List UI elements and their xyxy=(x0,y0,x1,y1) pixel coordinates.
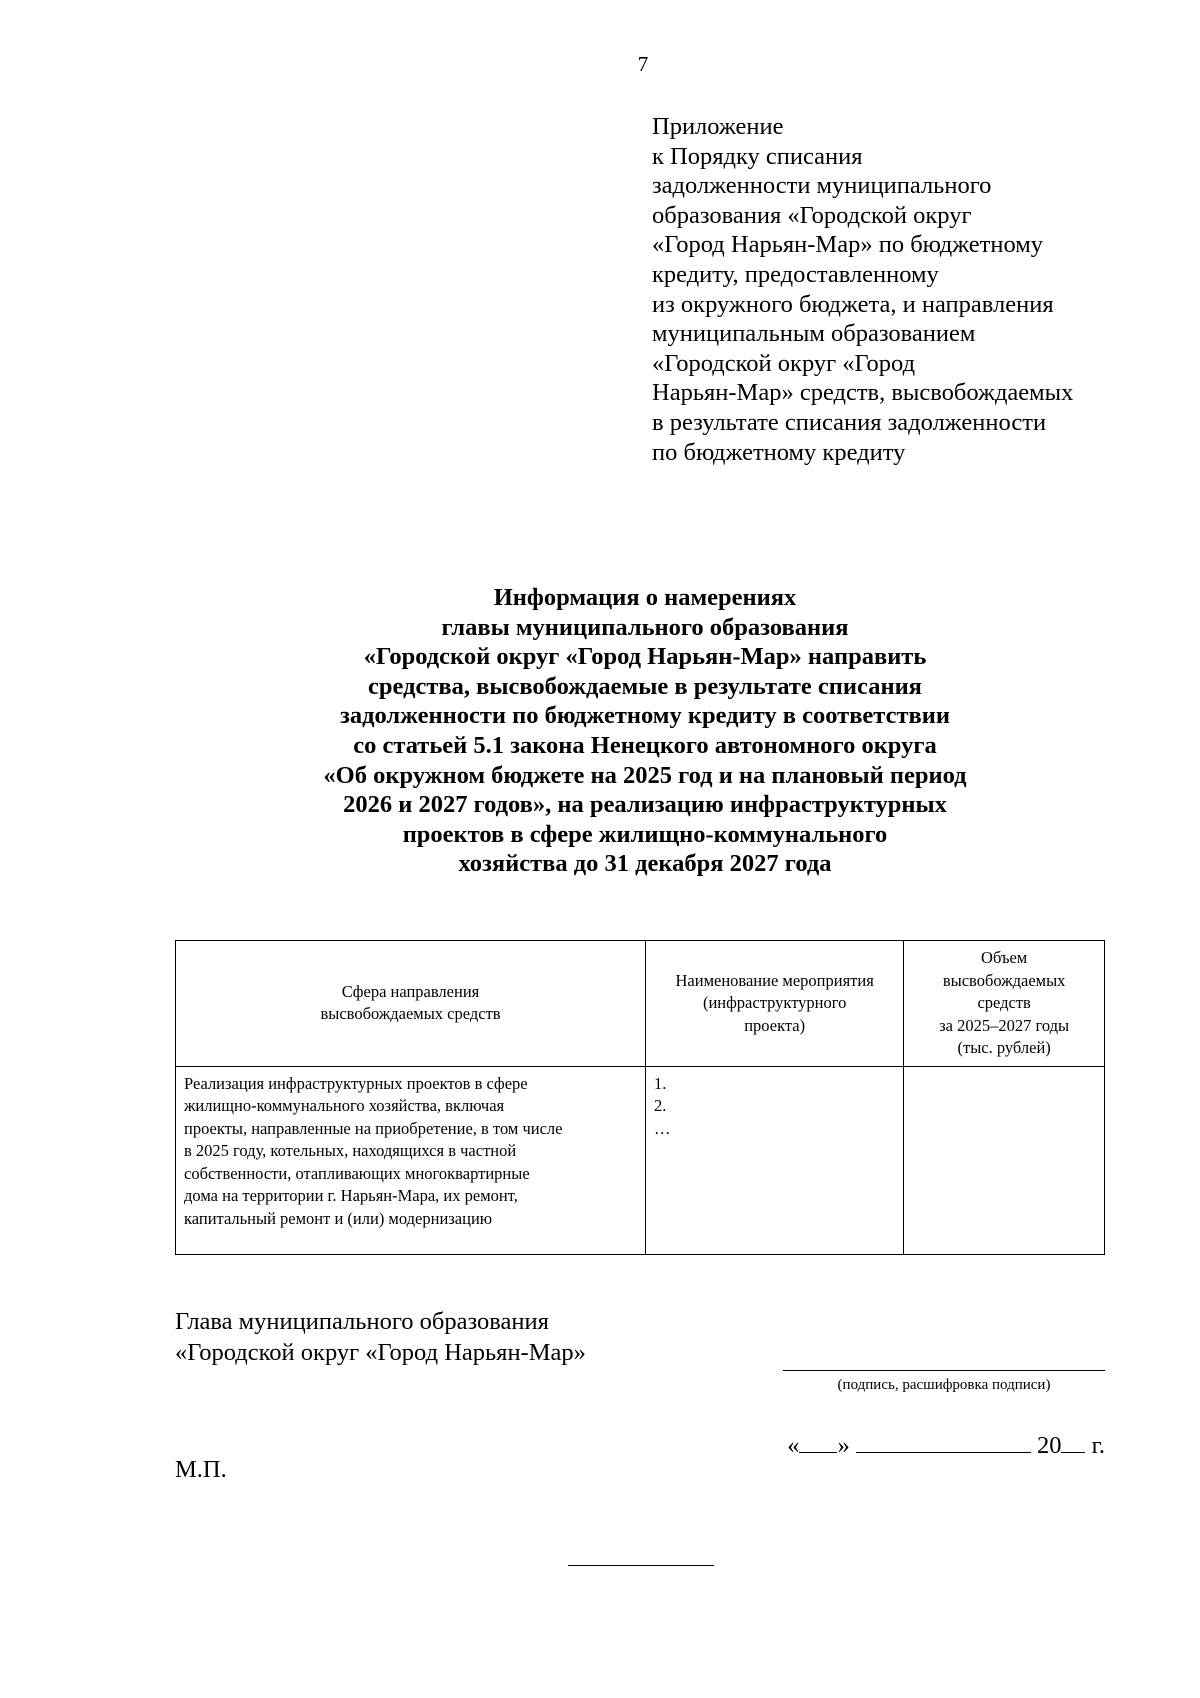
header-sphere xyxy=(176,941,646,1067)
info-table xyxy=(175,940,1105,1255)
appendix-line: по бюджетному кредиту xyxy=(652,438,906,466)
appendix-line: образования «Городской округ xyxy=(652,201,972,229)
date-open-quote: « xyxy=(787,1432,800,1459)
title-line: главы муниципального образования xyxy=(441,613,849,641)
cell-sphere-line: капитальный ремонт и (или) модернизацию xyxy=(184,1208,493,1228)
cell-name-item: 1. xyxy=(654,1073,667,1093)
signature-position xyxy=(175,1306,586,1368)
title-line: со статьей 5.1 закона Ненецкого автономного округа xyxy=(353,731,937,759)
document-title xyxy=(175,583,1115,879)
date-field xyxy=(0,1430,1105,1460)
title-line: Информация о намерениях xyxy=(493,584,797,611)
title-line: задолженности по бюджетному кредиту в соответствии xyxy=(339,702,951,730)
appendix-line: «Городской округ «Город xyxy=(652,349,916,377)
appendix-line: кредиту, предоставленному xyxy=(652,260,939,288)
end-divider xyxy=(568,1565,714,1566)
cell-sphere-line: жилищно-коммунального хозяйства, включая xyxy=(184,1096,505,1115)
header-volume-line: Объем xyxy=(981,948,1028,967)
header-volume-line: за 2025–2027 годы xyxy=(939,1015,1070,1035)
date-year-prefix: 20 xyxy=(1036,1432,1062,1459)
date-month-blank xyxy=(856,1430,1031,1453)
date-year-suffix: г. xyxy=(1091,1432,1105,1459)
cell-name-item: 2. xyxy=(654,1096,667,1115)
appendix-line: к Порядку списания xyxy=(652,142,863,170)
signature-caption: (подпись, расшифровка подписи) xyxy=(837,1377,1051,1393)
page-number: 7 xyxy=(637,52,649,76)
table-header-row xyxy=(176,941,1105,1067)
header-volume xyxy=(904,941,1105,1067)
header-sphere-line: высвобождаемых средств xyxy=(320,1004,501,1024)
appendix-line: Нарьян-Мар» средств, высвобождаемых xyxy=(652,379,1074,407)
date-close-quote: » xyxy=(837,1432,850,1459)
cell-sphere-line: дома на территории г. Нарьян-Мара, их ремонт, xyxy=(184,1186,518,1205)
title-line: «Городской округ «Город Нарьян-Мар» направить xyxy=(363,643,927,671)
appendix-line: «Город Нарьян-Мар» по бюджетному xyxy=(652,231,1044,259)
signature-line xyxy=(783,1370,1105,1371)
date-day-blank xyxy=(799,1430,837,1453)
appendix-line: Приложение xyxy=(652,113,784,140)
header-volume-line: высвобождаемых xyxy=(942,970,1066,990)
header-name-line: проекта) xyxy=(744,1015,806,1035)
signature-position-line: Глава муниципального образования xyxy=(175,1308,549,1335)
header-volume-line: средств xyxy=(977,993,1031,1012)
title-line: хозяйства до 31 декабря 2027 года xyxy=(458,850,832,878)
title-line: средства, высвобождаемые в результате списания xyxy=(368,672,922,700)
stamp-placeholder: М.П. xyxy=(175,1456,227,1483)
title-line: «Об окружном бюджете на 2025 год и на плановый период xyxy=(323,761,967,789)
signature-position-line: «Городской округ «Город Нарьян-Мар» xyxy=(175,1339,586,1366)
appendix-line: задолженности муниципального xyxy=(652,172,992,200)
table-row xyxy=(176,1066,1105,1254)
header-volume-line: (тыс. рублей) xyxy=(957,1038,1051,1057)
header-sphere-line: Сфера направления xyxy=(341,981,480,1001)
appendix-line: в результате списания задолженности xyxy=(652,408,1047,436)
cell-sphere xyxy=(176,1066,646,1254)
date-year-blank xyxy=(1061,1430,1085,1453)
appendix-block xyxy=(652,112,1172,467)
cell-sphere-line: Реализация инфраструктурных проектов в сфере xyxy=(184,1073,528,1093)
header-name-line: Наименование мероприятия xyxy=(675,970,874,990)
header-name-line: (инфраструктурного xyxy=(702,993,847,1012)
cell-name xyxy=(646,1066,904,1254)
cell-sphere-line: проекты, направленные на приобретение, в том числе xyxy=(184,1118,563,1138)
cell-sphere-line: собственности, отапливающих многоквартирные xyxy=(184,1163,530,1183)
appendix-line: муниципальным образованием xyxy=(652,320,976,348)
title-line: 2026 и 2027 годов», на реализацию инфраструктурных xyxy=(343,791,947,819)
cell-volume xyxy=(904,1066,1105,1254)
header-name xyxy=(646,941,904,1067)
appendix-line: из окружного бюджета, и направления xyxy=(652,290,1054,318)
cell-sphere-line: в 2025 году, котельных, находящихся в частной xyxy=(184,1141,517,1160)
cell-name-item: … xyxy=(654,1118,671,1138)
title-line: проектов в сфере жилищно-коммунального xyxy=(402,820,888,848)
